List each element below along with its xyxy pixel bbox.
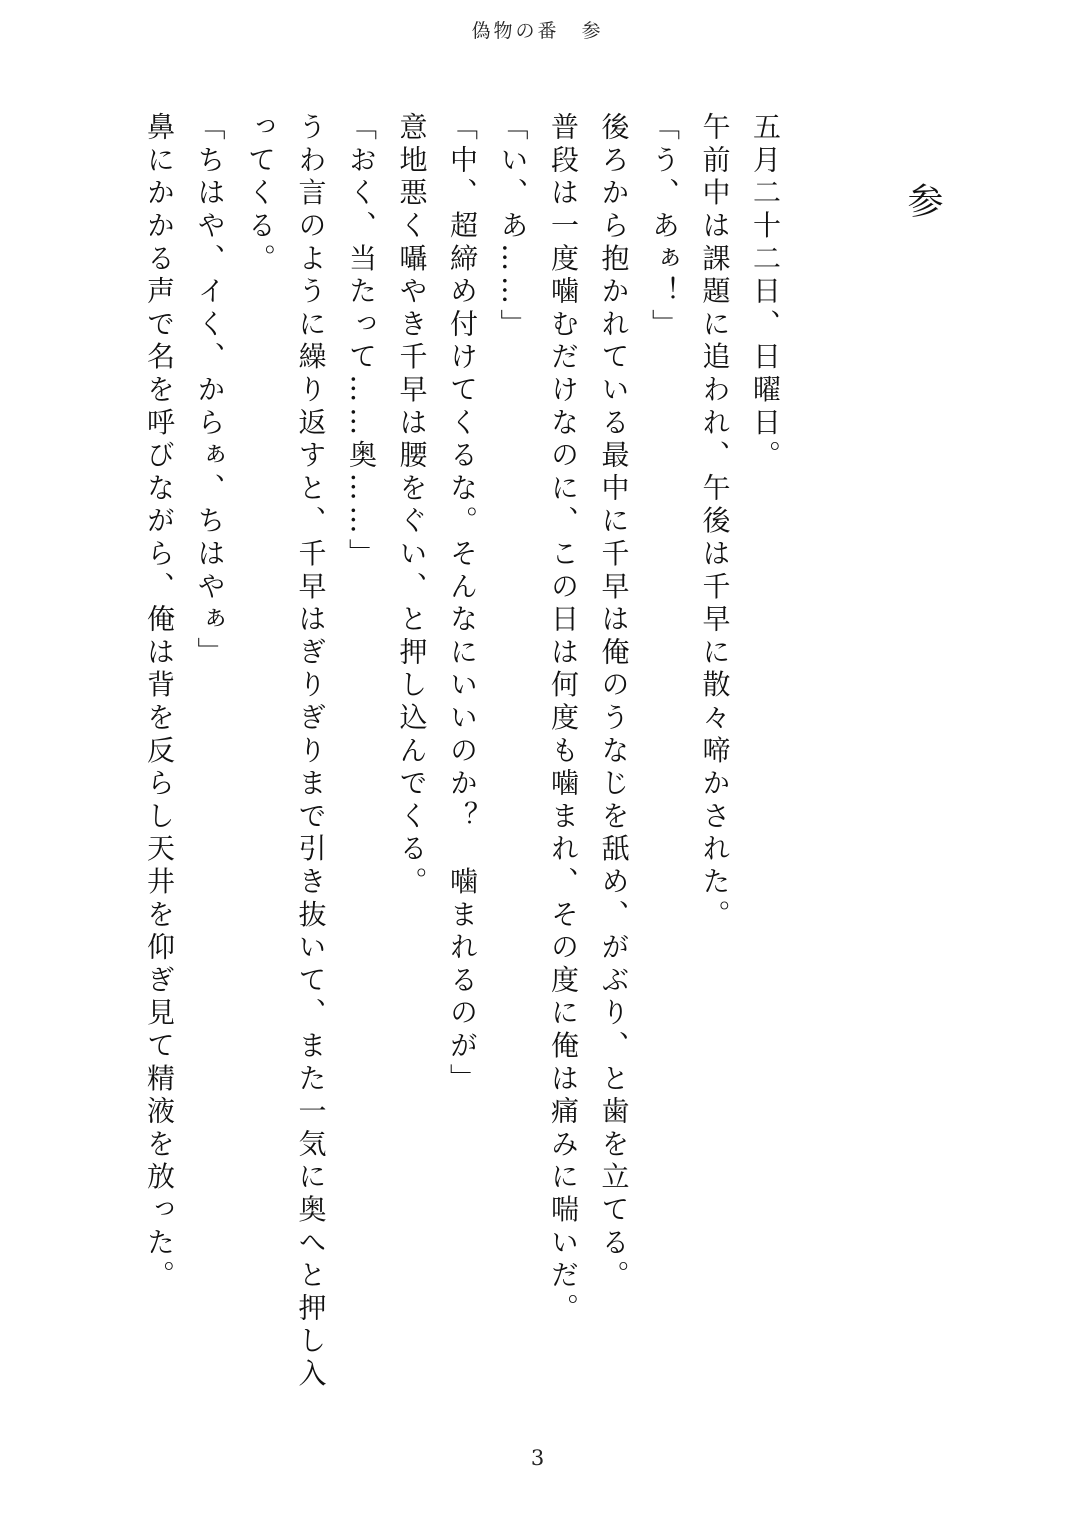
- paragraph: 「い、あ……」: [496, 112, 530, 342]
- paragraph: 鼻にかかる声で名を呼びながら、俺は背を反らし天井を仰ぎ見て精液を放った。: [143, 112, 176, 1293]
- paragraph: 「う、あぁ！」: [648, 112, 681, 342]
- paragraph: 「中、超締め付けてくるな。そんなにいいのか？ 噛まれるのが」: [446, 112, 479, 1096]
- paragraph: 後ろから抱かれている最中に千早は俺のうなじを舐め、がぶり、と歯を立てる。: [597, 112, 631, 1293]
- paragraph: 「ちはや、イく、からぁ、ちはやぁ」: [193, 112, 227, 670]
- paragraph: 普段は一度噛むだけなのに、この日は何度も噛まれ、その度に俺は痛みに喘いだ。: [547, 112, 580, 1326]
- body-text: [134, 112, 791, 1412]
- paragraph: 午前中は課題に追われ、午後は千早に散々啼かされた。: [698, 112, 732, 932]
- paragraph: うわ言のように繰り返すと、千早はぎりぎりまで引き抜いて、また一気に奥へと押し入ってくる。: [244, 112, 328, 1392]
- chapter-heading: 参: [902, 182, 943, 218]
- running-header: 偽物の番 参: [471, 20, 604, 42]
- paragraph: 五月二十二日、日曜日。: [749, 112, 782, 473]
- paragraph: 「おく、当たって……奥……」: [345, 112, 378, 572]
- page-number: 3: [530, 1446, 545, 1470]
- paragraph: 意地悪く囁やき千早は腰をぐい、と押し込んでくる。: [395, 112, 429, 900]
